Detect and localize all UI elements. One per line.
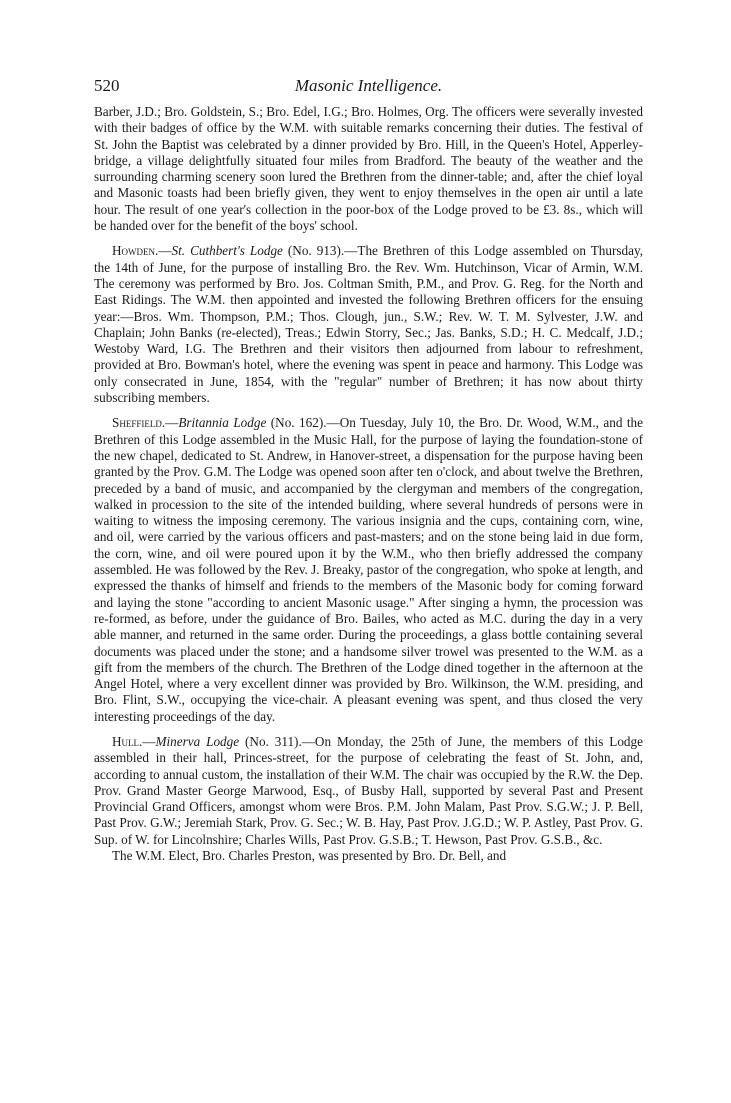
page [94,78,643,864]
paragraph-hull: Hull.—Minerva Lodge (No. 311).—On Monday, the 25th of June, the members of this Lodge assembled in their hall, Princes-street, for the purpose of celebrating the feast of St. John, and, according to annual custom, the installation of their W.M. The chair was occupied by the R.W. the Dep. Prov. Grand Master George Marwood, Esq., of Busby Hall, supported by several Past and Present Provincial Grand Officers, amongst whom were Bros. P.M. John Malam, Past Prov. S.G.W.; J. P. Bell, Past Prov. G.W.; Jeremiah Stark, Prov. G. Sec.; W. B. Hay, Past Prov. J.G.D.; W. P. Astley, Past Prov. G. Sup. of W. for Lincolnshire; Charles Wills, Past Prov. G.S.B.; T. Hewson, Past Prov. G.S.B., &c. [94,733,643,847]
paragraph-howden: Howden.—St. Cuthbert's Lodge (No. 913).—The Brethren of this Lodge assembled on Thursday, the 14th of June, for the purpose of installing Bro. the Rev. Wm. Hutchinson, Vicar of Armin, W.M. The ceremony was performed by Bro. Jos. Coltman Smith, P.M., and Prov. G. Reg. for the North and East Ridings. The W.M. then appointed and invested the following Brethren officers for the ensuing year:—Bros. Wm. Thompson, P.M.; Thos. Clough, jun., S.W.; Rev. W. T. M. Sylvester, J.W. and Chaplain; John Banks (re-elected), Treas.; Edwin Storry, Sec.; Jas. Banks, S.D.; H. C. Medcalf, J.D.; Westoby Ward, I.G. The Brethren and their visitors then adjourned from labour to refreshment, provided at Bro. Bowman's hotel, where the evening was spent in peace and harmony. This Lodge was only consecrated in June, 1854, with the "regular" number of Brethren; it has now about thirty subscribing members. [94,243,643,406]
lodge-name: Britannia Lodge [178,415,267,431]
paragraph-text: (No. 162).—On Tuesday, July 10, the Bro. Dr. Wood, W.M., and the Brethren of this Lodge assembled in the Music Hall, for the purpose of laying the foundation-stone of the new chapel, dedicated to St. Andrew, in Hanover-street, a dispensation for the purpose having been granted by the Prov. G.M. The Lodge was opened soon after ten o'clock, and about twelve the Brethren, preceded by a band of music, and accompanied by the clergyman and members of the congregation, walked in procession to the site of the intended building, where several hundreds of persons were in waiting to witness the imposing ceremony. The various insignia and the cups, containing corn, wine, and oil, were carried by the various officers and past-masters; and on the stone being laid in due form, the corn, wine, and oil were poured upon it by the W.M., who then briefly addressed the company assembled. He was followed by the Rev. J. Breaky, pastor of the congregation, who spoke at length, and expressed the thanks of himself and friends to the members of the Masonic body for coming forward and laying the stone "according to ancient Masonic usage." After singing a hymn, the procession was re-formed, as before, under the guidance of Bro. Bailes, who acted as M.C. during the day in a very able manner, and returned in the same order. During the proceedings, a glass bottle containing several documents was placed under the stone; and a handsome silver trowel was presented to the W.M. as a gift from the members of the church. The Brethren of the Lodge dined together in the afternoon at the Angel Hotel, where a very excellent dinner was provided by Bro. Wilkinson, the W.M. presiding, and Bro. Flint, S.W., occupying the vice-chair. A pleasant evening was spent, and thus closed the very interesting proceedings of the day. [94,415,643,724]
page-header [94,78,643,104]
paragraph-text: (No. 913).—The Brethren of this Lodge assembled on Thursday, the 14th of June, for the purpose of installing Bro. the Rev. Wm. Hutchinson, Vicar of Armin, W.M. The ceremony was performed by Bro. Jos. Coltman Smith, P.M., and Prov. G. Reg. for the North and East Ridings. The W.M. then appointed and invested the following Brethren officers for the ensuing year:—Bros. Wm. Thompson, P.M.; Thos. Clough, jun., S.W.; Rev. W. T. M. Sylvester, J.W. and Chaplain; John Banks (re-elected), Treas.; Edwin Storry, Sec.; Jas. Banks, S.D.; H. C. Medcalf, J.D.; Westoby Ward, I.G. The Brethren and their visitors then adjourned from labour to refreshment, provided at Bro. Bowman's hotel, where the evening was spent in peace and harmony. This Lodge was only consecrated in June, 1854, with the "regular" number of Brethren; it has now about thirty subscribing members. [94,243,643,406]
page-number: 520 [94,76,120,95]
paragraph-sheffield: Sheffield.—Britannia Lodge (No. 162).—On Tuesday, July 10, the Bro. Dr. Wood, W.M., and the Brethren of this Lodge assembled in the Music Hall, for the purpose of laying the foundation-stone of the new chapel, dedicated to St. Andrew, in Hanover-street, a dispensation for the purpose having been granted by the Prov. G.M. The Lodge was opened soon after ten o'clock, and about twelve the Brethren, preceded by a band of music, and accompanied by the clergyman and members of the congregation, walked in procession to the site of the intended building, where several hundreds of persons were in waiting to witness the imposing ceremony. The various insignia and the cups, containing corn, wine, and oil, were carried by the various officers and past-masters; and on the stone being laid in due form, the corn, wine, and oil were poured upon it by the W.M., who then briefly addressed the company assembled. He was followed by the Rev. J. Breaky, pastor of the congregation, who spoke at length, and expressed the thanks of himself and friends to the members of the Masonic body for coming forward and laying the stone "according to ancient Masonic usage." After singing a hymn, the procession was re-formed, as before, under the guidance of Bro. Bailes, who acted as M.C. during the day in a very able manner, and returned in the same order. During the proceedings, a glass bottle containing several documents was placed under the stone; and a handsome silver trowel was presented to the W.M. as a gift from the members of the church. The Brethren of the Lodge dined together in the afternoon at the Angel Hotel, where a very excellent dinner was provided by Bro. Wilkinson, the W.M. presiding, and Bro. Flint, S.W., occupying the vice-chair. A pleasant evening was spent, and thus closed the very interesting proceedings of the day. [94,415,643,724]
running-title: Masonic Intelligence. [294,76,443,95]
place-name: Hull. [112,733,143,749]
paragraph-text: Barber, J.D.; Bro. Goldstein, S.; Bro. Edel, I.G.; Bro. Holmes, Org. The officers were severally invested with their badges of office by the W.M. with suitable remarks concerning their duties. The festival of St. John the Baptist was celebrated by a dinner provided by Bro. Hill, in the Queen's Hotel, Apperley-bridge, a village delightfully situated four miles from Bradford. The beauty of the weather and the surrounding charming scenery soon lured the Brethren from the dinner-table; and, after the chief loyal and Masonic toasts had been briefly given, they went to enjoy themselves in the open air until a late hour. The result of one year's collection in the poor-box of the Lodge proved to be £3. 8s., which will be handed over for the benefit of the boys' school. [94,104,643,234]
place-name: Sheffield. [112,415,166,431]
paragraph-continued [94,104,643,234]
lodge-name: St. Cuthbert's Lodge [171,243,283,259]
paragraph-wm-elect [94,848,643,864]
paragraph-text: (No. 311).—On Monday, the 25th of June, the members of this Lodge assembled in their hall, Princes-street, for the purpose of celebrating the feast of St. John, and, according to annual custom, the installation of their W.M. The chair was occupied by the R.W. the Dep. Prov. Grand Master George Marwood, Esq., of Busby Hall, supported by several Past and Present Provincial Grand Officers, amongst whom were Bros. P.M. John Malam, Past Prov. S.G.W.; J. P. Bell, Past Prov. G.W.; Jeremiah Stark, Prov. G. Sec.; W. B. Hay, Past Prov. J.G.D.; W. P. Astley, Past Prov. G. Sup. of W. for Lincolnshire; Charles Wills, Past Prov. G.S.B.; T. Hewson, Past Prov. G.S.B., &c. [94,733,643,847]
paragraph-text: The W.M. Elect, Bro. Charles Preston, was presented by Bro. Dr. Bell, and [112,848,507,864]
place-name: Howden. [112,243,159,259]
lodge-name: Minerva Lodge [155,733,240,749]
